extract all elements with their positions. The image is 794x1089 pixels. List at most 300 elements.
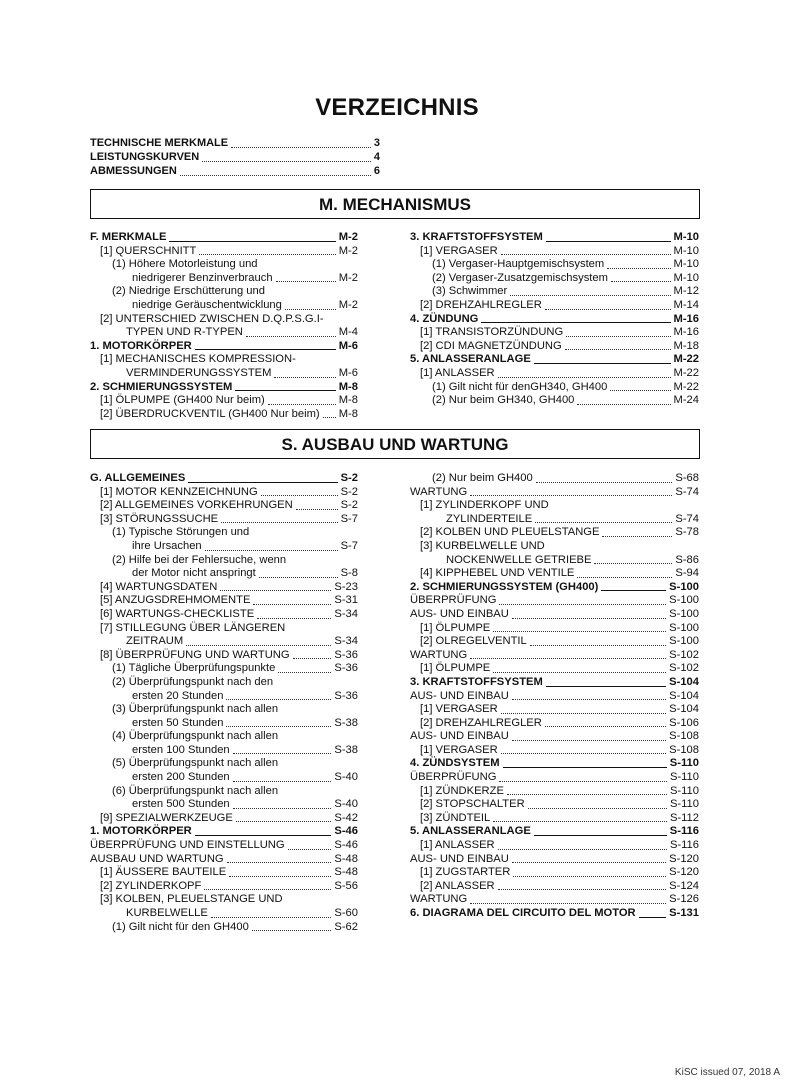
toc-leader <box>235 390 335 391</box>
toc-entry-label: [1] VERGASER <box>420 743 498 756</box>
toc-entry-page: S-2 <box>340 499 358 512</box>
toc-leader <box>577 577 672 578</box>
toc-entry[interactable] <box>90 245 358 259</box>
toc-entry[interactable] <box>90 649 358 663</box>
toc-entry[interactable] <box>410 258 699 272</box>
toc-entry-page: M-4 <box>338 326 358 339</box>
toc-entry[interactable] <box>410 771 699 785</box>
toc-leader <box>221 522 337 523</box>
toc-entry-page: M-2 <box>338 271 358 284</box>
toc-leader <box>227 862 332 863</box>
toc-entry[interactable] <box>90 381 358 395</box>
toc-entry-page: M-8 <box>338 380 358 393</box>
toc-entry-label: 1. MOTORKÖRPER <box>90 339 192 352</box>
toc-entry-label: [3] KOLBEN, PLEUELSTANGE UND <box>100 893 283 906</box>
toc-entry[interactable] <box>410 676 699 690</box>
toc-entry-label: (1) Gilt nicht für denGH340, GH400 <box>432 380 608 393</box>
toc-leader <box>546 241 671 242</box>
toc-entry-label: [9] SPEZIALWERKZEUGE <box>100 811 233 824</box>
toc-entry-page: S-48 <box>334 866 358 879</box>
toc-leader <box>546 686 666 687</box>
toc-entry-label: (1) Vergaser-Hauptgemischsystem <box>432 258 605 271</box>
toc-entry[interactable] <box>90 272 358 286</box>
toc-entry[interactable] <box>410 486 699 500</box>
toc-leader <box>202 161 371 162</box>
toc-entry-page: S-100 <box>669 607 699 620</box>
toc-leader <box>226 726 331 727</box>
toc-entry-label: (2) Nur beim GH400 <box>432 472 533 484</box>
toc-leader <box>512 740 666 741</box>
toc-entry-page: M-10 <box>673 271 699 284</box>
toc-entry-abmessungen[interactable] <box>90 165 380 179</box>
toc-entry[interactable] <box>90 839 358 853</box>
toc-leader <box>261 495 338 496</box>
toc-entry[interactable] <box>410 608 699 622</box>
toc-entry-page: S-110 <box>669 771 699 784</box>
toc-entry[interactable] <box>410 594 699 608</box>
toc-entry <box>90 258 358 272</box>
toc-entry[interactable] <box>410 381 699 395</box>
toc-entry-page: M-22 <box>673 380 699 393</box>
toc-entry-label: AUS- UND EINBAU <box>410 852 509 865</box>
toc-entry-technische-merkmale[interactable] <box>90 137 380 151</box>
toc-entry-page: S-104 <box>669 689 699 702</box>
toc-entry-label: ersten 100 Stunden <box>132 743 230 756</box>
toc-entry[interactable] <box>90 771 358 785</box>
toc-entry-page: M-2 <box>338 244 358 257</box>
toc-entry[interactable] <box>90 907 358 921</box>
toc-leader <box>323 417 336 418</box>
toc-leader <box>199 254 335 255</box>
toc-entry-page: M-10 <box>673 231 699 243</box>
toc-entry[interactable] <box>410 839 699 853</box>
toc-entry-label: [1] TRANSISTORZÜNDUNG <box>420 326 564 339</box>
toc-entry[interactable] <box>410 299 699 313</box>
toc-leader <box>259 577 338 578</box>
toc-entry[interactable] <box>90 594 358 608</box>
toc-leader <box>278 672 331 673</box>
toc-entry-label: VERMINDERUNGSSYSTEM <box>126 366 272 379</box>
toc-entry-label: (2) Vergaser-Zusatzgemischsystem <box>432 271 608 284</box>
toc-entry-label: ersten 50 Stunden <box>132 716 224 729</box>
toc-entry[interactable] <box>410 798 699 812</box>
toc-entry-label: (2) Niedrige Erschütterung und <box>112 285 265 298</box>
toc-leader <box>611 281 671 282</box>
toc-entry-label: [7] STILLEGUNG ÜBER LÄNGEREN <box>100 621 286 634</box>
toc-entry-page: S-112 <box>669 811 699 824</box>
toc-leader <box>499 781 667 782</box>
toc-leader <box>268 404 336 405</box>
toc-leader <box>512 862 666 863</box>
toc-entry <box>90 353 358 367</box>
toc-entry[interactable] <box>90 299 358 313</box>
toc-entry[interactable] <box>90 635 358 649</box>
toc-leader <box>229 876 331 877</box>
toc-leader <box>534 363 671 364</box>
toc-leader <box>205 550 338 551</box>
toc-entry[interactable] <box>90 825 358 839</box>
issue-footer: KiSC issued 07, 2018 A <box>674 1067 780 1078</box>
toc-leader <box>639 917 667 918</box>
toc-entry-label: 2. SCHMIERUNGSSYSTEM (GH400) <box>410 580 599 593</box>
toc-entry-page: S-31 <box>334 594 358 607</box>
toc-entry[interactable] <box>410 880 699 894</box>
toc-entry-label: [5] ANZUGSDREHMOMENTE <box>100 594 251 607</box>
toc-entry[interactable] <box>90 486 358 500</box>
toc-entry-label: ABMESSUNGEN <box>90 165 177 178</box>
toc-leader <box>610 390 670 391</box>
toc-entry-label: 6. DIAGRAMA DEL CIRCUITO DEL MOTOR <box>410 907 636 919</box>
toc-entry[interactable] <box>90 231 358 245</box>
toc-entry-label: G. ALLGEMEINES <box>90 472 186 484</box>
toc-entry-page: S-36 <box>334 648 358 661</box>
toc-entry[interactable] <box>90 812 358 826</box>
toc-entry[interactable] <box>90 608 358 622</box>
toc-entry-page: M-2 <box>338 231 358 243</box>
toc-entry-label: ZEITRAUM <box>126 635 184 648</box>
toc-entry[interactable] <box>410 367 699 381</box>
toc-entry-page: S-36 <box>334 689 358 702</box>
toc-entry <box>410 499 699 513</box>
toc-entry-page: M-22 <box>673 366 699 379</box>
toc-entry-page: S-2 <box>340 485 358 498</box>
toc-entry-label: [2] ZYLINDERKOPF <box>100 879 202 892</box>
toc-entry-label: (1) Höhere Motorleistung und <box>112 258 258 271</box>
toc-entry[interactable] <box>90 744 358 758</box>
toc-entry-label: (4) Überprüfungspunkt nach allen <box>112 730 279 743</box>
toc-entry-label: WARTUNG <box>410 485 468 498</box>
toc-entry-page: S-40 <box>334 771 358 784</box>
toc-leader <box>498 377 671 378</box>
toc-leader <box>513 876 666 877</box>
toc-entry-page: S-74 <box>675 485 699 498</box>
toc-entry-label: niedrige Geräuschentwicklung <box>132 298 282 311</box>
toc-entry-page: S-102 <box>669 648 699 661</box>
toc-entry <box>90 785 358 799</box>
toc-leader <box>577 404 670 405</box>
toc-leader <box>535 522 672 523</box>
toc-entry[interactable] <box>410 581 699 595</box>
toc-entry[interactable] <box>410 513 699 527</box>
toc-entry-label: 1. MOTORKÖRPER <box>90 825 192 838</box>
toc-entry-page: S-126 <box>669 893 699 906</box>
toc-entry-page: M-18 <box>673 339 699 352</box>
toc-leader <box>565 349 671 350</box>
toc-entry[interactable] <box>410 853 699 867</box>
toc-leader <box>246 336 336 337</box>
toc-entry-label: ZYLINDERTEILE <box>446 512 533 525</box>
toc-leader <box>536 482 673 483</box>
toc-entry-page: S-120 <box>669 866 699 879</box>
toc-entry[interactable] <box>90 540 358 554</box>
toc-entry-label: [2] ALLGEMEINES VORKEHRUNGEN <box>100 499 293 512</box>
toc-entry-page: S-100 <box>669 635 699 648</box>
toc-entry-label: [2] UNTERSCHIED ZWISCHEN D.Q.P.S.G.I- <box>100 312 324 325</box>
toc-entry-page: S-120 <box>669 852 699 865</box>
toc-entry[interactable] <box>410 285 699 299</box>
toc-entry[interactable] <box>410 717 699 731</box>
toc-entry-page: S-62 <box>334 920 358 933</box>
toc-entry[interactable] <box>90 367 358 381</box>
toc-entry-label: (3) Überprüfungspunkt nach allen <box>112 703 279 716</box>
toc-entry-page: S-104 <box>669 675 699 688</box>
mechanismus-toc-right <box>410 231 699 408</box>
toc-leader <box>530 645 666 646</box>
toc-leader <box>501 753 666 754</box>
page-title: VERZEICHNIS <box>315 94 479 121</box>
toc-entry-page: S-100 <box>669 621 699 634</box>
toc-entry <box>90 313 358 327</box>
toc-entry-label: (1) Tägliche Überprüfungspunkte <box>112 662 276 675</box>
toc-entry <box>90 285 358 299</box>
toc-entry[interactable] <box>410 326 699 340</box>
toc-entry-label: [4] WARTUNGSDATEN <box>100 580 218 593</box>
toc-entry[interactable] <box>410 635 699 649</box>
toc-leader <box>253 604 331 605</box>
toc-leader <box>481 322 670 323</box>
toc-entry-page: M-22 <box>673 353 699 366</box>
toc-entry-label: AUS- UND EINBAU <box>410 689 509 702</box>
toc-entry-label: [2] CDI MAGNETZÜNDUNG <box>420 339 562 352</box>
toc-leader <box>498 849 667 850</box>
toc-leader <box>499 604 666 605</box>
toc-entry-page: S-34 <box>334 635 358 648</box>
toc-entry-page: M-14 <box>673 298 699 311</box>
toc-entry-label: [8] ÜBERPRÜFUNG UND WARTUNG <box>100 648 290 661</box>
toc-entry-page: M-2 <box>338 298 358 311</box>
toc-entry-label: (5) Überprüfungspunkt nach allen <box>112 757 279 770</box>
toc-entry-label: F. MERKMALE <box>90 231 167 243</box>
toc-entry-label: niedrigerer Benzinverbrauch <box>132 271 273 284</box>
toc-entry[interactable] <box>90 472 358 486</box>
toc-entry[interactable] <box>90 567 358 581</box>
toc-entry-label: (6) Überprüfungspunkt nach allen <box>112 784 279 797</box>
toc-leader <box>503 767 667 768</box>
toc-entry[interactable] <box>410 703 699 717</box>
toc-entry-page: S-68 <box>675 472 699 484</box>
toc-leader <box>233 753 332 754</box>
toc-entry[interactable] <box>90 880 358 894</box>
toc-entry-label: [4] KIPPHEBEL UND VENTILE <box>420 567 575 580</box>
toc-entry-page: M-24 <box>673 394 699 407</box>
toc-entry[interactable] <box>410 825 699 839</box>
toc-entry-label: [1] ÖLPUMPE <box>420 621 491 634</box>
toc-entry-page: S-8 <box>340 567 358 580</box>
toc-entry-page: 4 <box>373 151 380 164</box>
toc-entry[interactable] <box>410 785 699 799</box>
toc-entry-label: 5. ANLASSERANLAGE <box>410 825 531 838</box>
toc-entry-page: S-34 <box>334 607 358 620</box>
toc-entry-label: [1] ANLASSER <box>420 366 495 379</box>
toc-entry-page: S-40 <box>334 798 358 811</box>
toc-entry-label: [3] KURBELWELLE UND <box>420 539 545 552</box>
toc-entry-label: (3) Schwimmer <box>432 285 508 298</box>
toc-entry[interactable] <box>410 744 699 758</box>
toc-entry[interactable] <box>410 690 699 704</box>
toc-entry-page: M-6 <box>338 339 358 352</box>
toc-leader <box>512 618 666 619</box>
toc-entry[interactable] <box>90 866 358 880</box>
toc-entry-label: [2] STOPSCHALTER <box>420 798 525 811</box>
toc-entry-label: ersten 20 Stunden <box>132 689 224 702</box>
toc-entry-label: [1] ANLASSER <box>420 839 495 852</box>
toc-leader <box>601 590 666 591</box>
toc-entry[interactable] <box>90 853 358 867</box>
toc-entry-label: [1] MOTOR KENNZEICHNUNG <box>100 485 258 498</box>
toc-entry-page: M-16 <box>673 312 699 325</box>
toc-entry <box>90 676 358 690</box>
toc-entry[interactable] <box>410 622 699 636</box>
toc-entry-leistungskurven[interactable] <box>90 151 380 165</box>
toc-entry-page: 3 <box>373 137 380 150</box>
toc-entry-label: NOCKENWELLE GETRIEBE <box>446 553 592 566</box>
toc-leader <box>493 821 667 822</box>
toc-entry-label: [1] ZÜNDKERZE <box>420 784 504 797</box>
toc-entry[interactable] <box>410 313 699 327</box>
toc-entry[interactable] <box>410 812 699 826</box>
toc-entry-page: S-36 <box>334 662 358 675</box>
toc-entry[interactable] <box>410 353 699 367</box>
toc-leader <box>507 794 667 795</box>
toc-entry[interactable] <box>410 907 699 921</box>
toc-entry-page: S-7 <box>340 539 358 552</box>
toc-leader <box>288 849 332 850</box>
toc-leader <box>186 645 331 646</box>
toc-leader <box>257 618 331 619</box>
toc-entry[interactable] <box>410 272 699 286</box>
toc-entry[interactable] <box>90 394 358 408</box>
toc-entry-page: S-2 <box>340 472 358 484</box>
toc-entry[interactable] <box>410 730 699 744</box>
toc-entry-page: M-6 <box>338 366 358 379</box>
toc-entry-label: AUS- UND EINBAU <box>410 730 509 743</box>
toc-entry[interactable] <box>410 649 699 663</box>
toc-entry-page: S-102 <box>669 662 699 675</box>
toc-entry-label: ÜBERPRÜFUNG <box>410 771 497 784</box>
toc-entry-page: S-78 <box>675 526 699 539</box>
toc-entry <box>90 622 358 636</box>
toc-entry-label: [2] DREHZAHLREGLER <box>420 716 542 729</box>
toc-leader <box>493 672 666 673</box>
toc-entry-page: S-106 <box>669 716 699 729</box>
toc-entry-page: S-131 <box>669 907 699 919</box>
toc-entry-label: TECHNISCHE MERKMALE <box>90 137 229 150</box>
toc-entry[interactable] <box>410 231 699 245</box>
toc-entry-page: S-46 <box>334 825 358 838</box>
toc-entry-label: (1) Typische Störungen und <box>112 526 250 539</box>
toc-entry[interactable] <box>410 340 699 354</box>
toc-entry-label: 2. SCHMIERUNGSSYSTEM <box>90 380 233 393</box>
toc-entry[interactable] <box>410 526 699 540</box>
toc-entry-label: ÜBERPRÜFUNG UND EINSTELLUNG <box>90 839 285 852</box>
toc-entry-page: S-110 <box>669 784 699 797</box>
toc-entry[interactable] <box>410 893 699 907</box>
toc-entry-label: (1) Gilt nicht für den GH400 <box>112 920 249 933</box>
toc-entry[interactable] <box>410 472 699 486</box>
toc-entry[interactable] <box>410 567 699 581</box>
toc-entry[interactable] <box>90 717 358 731</box>
toc-leader <box>231 147 371 148</box>
toc-entry[interactable] <box>90 499 358 513</box>
toc-entry-label: der Motor nicht anspringt <box>132 567 256 580</box>
toc-entry-label: [1] ZUGSTARTER <box>420 866 511 879</box>
toc-entry[interactable] <box>90 690 358 704</box>
toc-entry-label: [2] KOLBEN UND PLEUELSTANGE <box>420 526 600 539</box>
toc-leader <box>545 726 666 727</box>
toc-entry-label: (2) Nur beim GH340, GH400 <box>432 394 575 407</box>
toc-entry-page: M-10 <box>673 244 699 257</box>
toc-entry-label: 3. KRAFTSTOFFSYSTEM <box>410 231 543 243</box>
toc-entry[interactable] <box>410 866 699 880</box>
toc-entry-label: AUSBAU UND WARTUNG <box>90 852 224 865</box>
toc-entry[interactable] <box>410 662 699 676</box>
toc-entry-label: ersten 200 Stunden <box>132 771 230 784</box>
toc-entry-label: [1] ÄUSSERE BAUTEILE <box>100 866 227 879</box>
toc-entry[interactable] <box>410 245 699 259</box>
toc-leader <box>285 309 336 310</box>
toc-entry[interactable] <box>90 340 358 354</box>
toc-entry[interactable] <box>90 921 358 935</box>
toc-entry <box>90 526 358 540</box>
toc-entry-label: [2] OLREGELVENTIL <box>420 635 527 648</box>
wartung-toc-left <box>90 472 358 934</box>
toc-leader <box>252 930 332 931</box>
toc-entry <box>90 893 358 907</box>
toc-entry[interactable] <box>90 581 358 595</box>
toc-entry-label: [1] VERGASER <box>420 703 498 716</box>
toc-entry[interactable] <box>90 513 358 527</box>
toc-entry-page: M-12 <box>673 285 699 298</box>
toc-entry[interactable] <box>410 554 699 568</box>
toc-leader <box>233 781 332 782</box>
toc-entry <box>410 540 699 554</box>
toc-entry[interactable] <box>90 326 358 340</box>
toc-entry[interactable] <box>90 798 358 812</box>
toc-entry <box>90 730 358 744</box>
toc-leader <box>470 658 666 659</box>
toc-leader <box>512 699 666 700</box>
toc-leader <box>195 349 336 350</box>
toc-entry[interactable] <box>410 394 699 408</box>
toc-leader <box>534 835 667 836</box>
toc-entry <box>90 554 358 568</box>
section-heading-ausbau-und-wartung: S. AUSBAU UND WARTUNG <box>90 429 700 459</box>
toc-leader <box>510 295 670 296</box>
toc-entry-page: S-60 <box>334 907 358 919</box>
toc-entry-label: KURBELWELLE <box>126 907 208 919</box>
toc-leader <box>470 495 672 496</box>
toc-entry[interactable] <box>90 408 358 422</box>
toc-entry-label: [2] ANLASSER <box>420 879 495 892</box>
toc-entry-page: S-94 <box>675 567 699 580</box>
toc-entry-page: S-110 <box>669 798 699 811</box>
toc-leader <box>602 536 672 537</box>
toc-leader <box>296 509 338 510</box>
toc-entry-label: WARTUNG <box>410 893 468 906</box>
toc-leader <box>545 309 671 310</box>
toc-entry-label: [2] DREHZAHLREGLER <box>420 298 542 311</box>
toc-entry[interactable] <box>90 662 358 676</box>
toc-leader <box>226 699 331 700</box>
toc-leader <box>204 889 331 890</box>
toc-entry-page: S-104 <box>669 703 699 716</box>
toc-entry-page: S-110 <box>669 757 699 770</box>
toc-entry-page: S-38 <box>334 743 358 756</box>
toc-entry-page: S-7 <box>340 512 358 525</box>
toc-leader <box>501 713 666 714</box>
toc-entry[interactable] <box>410 757 699 771</box>
toc-leader <box>528 808 667 809</box>
